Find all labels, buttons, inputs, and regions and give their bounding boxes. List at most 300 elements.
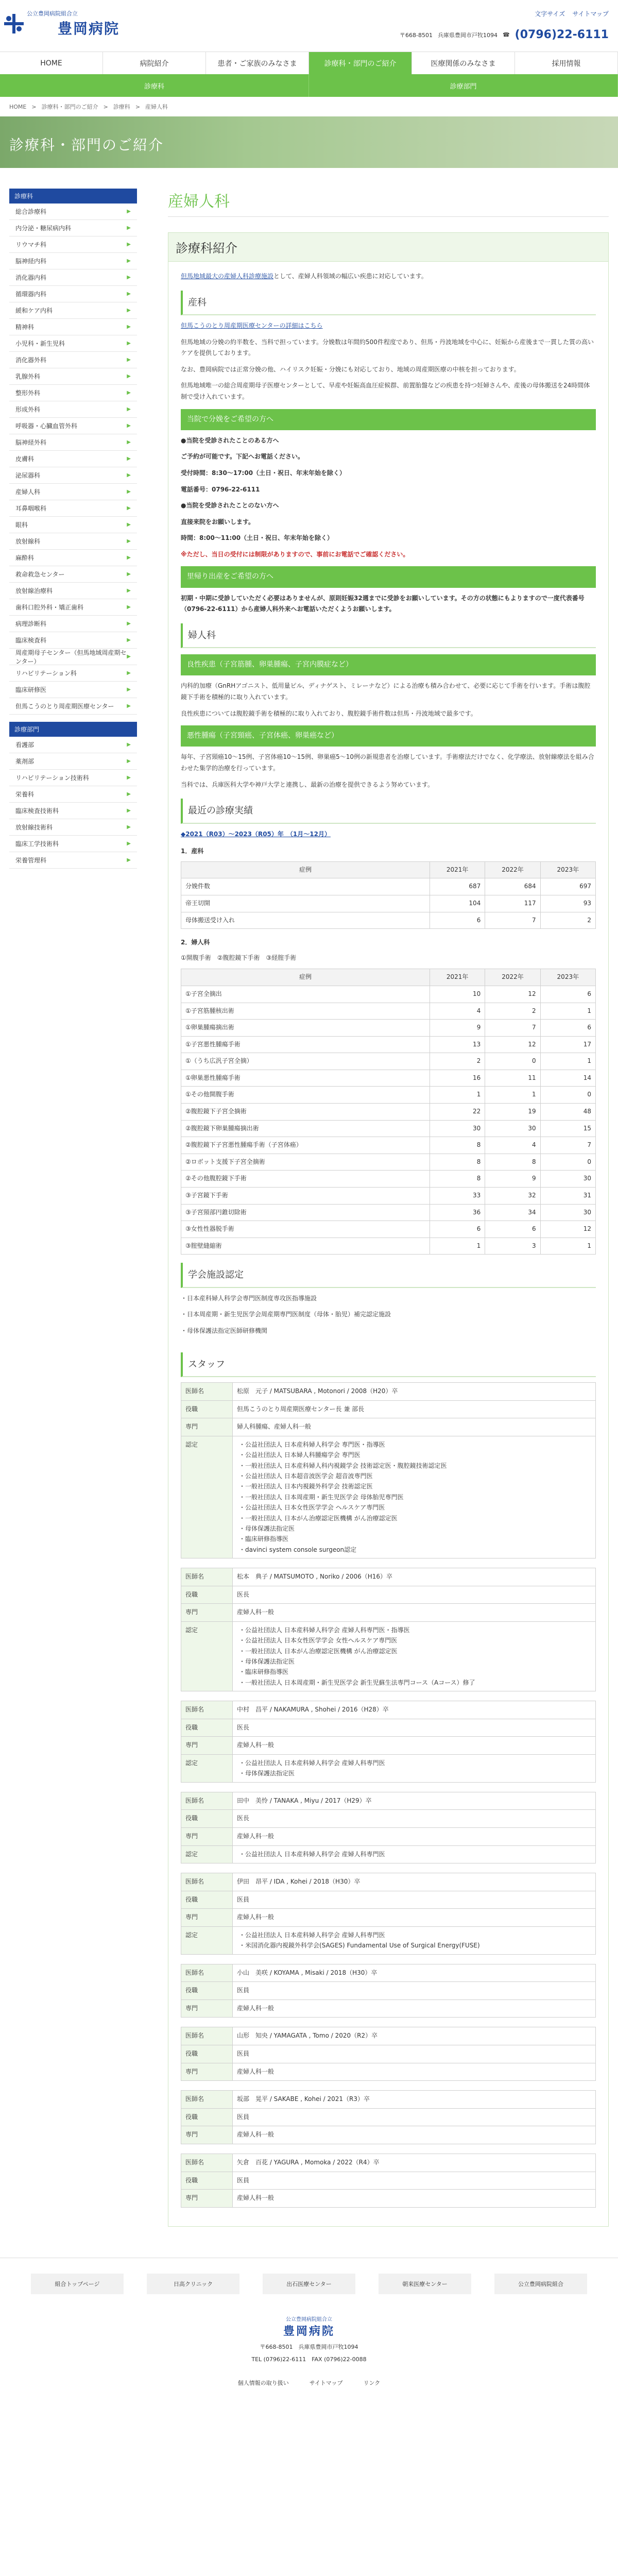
chevron-right-icon: ▶ bbox=[127, 406, 131, 412]
table-cell-value: 12 bbox=[485, 986, 540, 1003]
table-cell-label: ①卵巣腫瘍摘出術 bbox=[181, 1020, 430, 1037]
staff-name: 中村 昌平 / NAKAMURA , Shohei / 2016（H28）卒 bbox=[233, 1701, 596, 1719]
sidebar-item[interactable] bbox=[9, 599, 137, 616]
table-cell-value: 22 bbox=[430, 1104, 485, 1121]
staff-name: 矢倉 百花 / YAGURA , Momoka / 2022（R4）卒 bbox=[233, 2154, 596, 2172]
sidebar-head-clinical: 診療科 bbox=[9, 189, 137, 204]
sidebar-item[interactable] bbox=[9, 368, 137, 385]
staff-specialty: 産婦人科一般 bbox=[233, 1999, 596, 2018]
chevron-right-icon: ▶ bbox=[127, 390, 131, 396]
delivery-info-line: 時間：8:00〜11:00（土日・祝日、年末年始を除く） bbox=[181, 534, 334, 542]
chevron-right-icon: ▶ bbox=[127, 374, 131, 379]
delivery-info bbox=[181, 435, 596, 544]
sidebar-item-label: 放射線科 bbox=[15, 538, 41, 545]
table-cell-value: 17 bbox=[540, 1036, 595, 1053]
chevron-right-icon: ▶ bbox=[127, 588, 131, 594]
header-phone[interactable]: (0796)22-6111 bbox=[514, 28, 609, 41]
sidebar-item[interactable] bbox=[9, 352, 137, 368]
table-cell-value: 14 bbox=[540, 1070, 595, 1087]
sidebar-item[interactable] bbox=[9, 583, 137, 599]
table-cell-value: 3 bbox=[485, 1238, 540, 1255]
footer-link-union[interactable]: 組合トップページ bbox=[31, 2274, 124, 2294]
table-cell-label: ①その他開腹手術 bbox=[181, 1087, 430, 1104]
footer-logo-main: 豊岡病院 bbox=[283, 2324, 335, 2338]
footer-links bbox=[0, 2258, 618, 2294]
staff-field-label: 役職 bbox=[181, 1719, 233, 1737]
sidebar-item[interactable] bbox=[9, 385, 137, 401]
delivery-info-line: ご予約が可能です。下記へお電話ください。 bbox=[181, 453, 304, 461]
subnav-divisions[interactable]: 診療部門 bbox=[309, 74, 618, 97]
chevron-right-icon: ▶ bbox=[127, 341, 131, 346]
sidebar-item-label: 放射線技術科 bbox=[15, 824, 53, 831]
sub-nav bbox=[0, 74, 618, 97]
staff-list bbox=[181, 1382, 596, 2208]
table1-col-case: 症例 bbox=[181, 861, 430, 878]
sidebar-item-label: 放射線治療科 bbox=[15, 587, 53, 595]
sidebar-item[interactable] bbox=[9, 852, 137, 869]
gyne-p2: 良性疾患については腹腔鏡手術を積極的に取り入れており、腹腔鏡手術件数は但馬・丹波地域で最多です。 bbox=[181, 709, 477, 717]
sidebar-item-label: 救命救急センター bbox=[15, 571, 65, 578]
nav-about[interactable]: 病院紹介 bbox=[103, 52, 206, 74]
chevron-right-icon: ▶ bbox=[127, 489, 131, 495]
staff-card bbox=[181, 2027, 596, 2081]
staff-title: 医員 bbox=[233, 2108, 596, 2126]
intro-link[interactable]: 但馬地域最大の産婦人科診療施設 bbox=[181, 273, 274, 280]
table-cell-label: ①（うち広汎子宮全摘） bbox=[181, 1053, 430, 1070]
staff-field-label: 専門 bbox=[181, 1604, 233, 1622]
delivery-info-line: ●当院を受診されたことのない方へ bbox=[181, 502, 279, 510]
staff-field-label: 認定 bbox=[181, 1621, 233, 1691]
chevron-right-icon: ▶ bbox=[127, 522, 131, 528]
sidebar-item[interactable] bbox=[9, 786, 137, 803]
table2-col-2022: 2022年 bbox=[485, 969, 540, 986]
sidebar-item[interactable] bbox=[9, 803, 137, 819]
hero-title: 診療科・部門のご紹介 bbox=[9, 137, 164, 154]
sidebar-item[interactable] bbox=[9, 434, 137, 451]
sidebar-item[interactable] bbox=[9, 533, 137, 550]
sidebar-item[interactable] bbox=[9, 616, 137, 632]
sidebar-item-label: 消化器内科 bbox=[15, 274, 47, 281]
sidebar-item[interactable] bbox=[9, 236, 137, 253]
staff-field-label: 役職 bbox=[181, 1810, 233, 1828]
staff-title: 医長 bbox=[233, 1810, 596, 1828]
staff-field-label: 専門 bbox=[181, 1827, 233, 1845]
staff-field-label: 医師名 bbox=[181, 1382, 233, 1400]
nav-patients[interactable]: 患者・ご家族のみなさま bbox=[206, 52, 309, 74]
table-cell-value: 2 bbox=[485, 1003, 540, 1020]
staff-field-label: 役職 bbox=[181, 1400, 233, 1418]
table-cell-value: 11 bbox=[485, 1070, 540, 1087]
staff-name: 山形 知央 / YAMAGATA , Tomo / 2020（R2）卒 bbox=[233, 2027, 596, 2045]
logo-sub: 公立豊岡病院組合立 bbox=[27, 10, 78, 17]
staff-title: 医長 bbox=[233, 1586, 596, 1604]
sidebar-item-label: 栄養管理科 bbox=[15, 857, 47, 864]
table-row bbox=[181, 1104, 596, 1121]
sidebar-item[interactable] bbox=[9, 286, 137, 302]
staff-cert: ・母体保護法指定医 bbox=[239, 1658, 295, 1666]
sidebar-item-label: 看護部 bbox=[15, 741, 35, 749]
staff-field-label: 専門 bbox=[181, 2063, 233, 2081]
staff-cert: ・一般社団法人 日本産科婦人科内視鏡学会 技術認定医・腹腔鏡技術認定医 bbox=[239, 1462, 447, 1469]
sidebar-item[interactable] bbox=[9, 500, 137, 517]
table-cell-value: 10 bbox=[430, 986, 485, 1003]
sidebar-item-label: 呼吸器・心臓血管外科 bbox=[15, 422, 78, 430]
staff-cert: ・一般社団法人 日本がん治療認定医機構 がん治療認定医 bbox=[239, 1514, 398, 1522]
table1-title: 1．産科 bbox=[181, 848, 204, 855]
table-row bbox=[181, 1204, 596, 1221]
chevron-right-icon: ▶ bbox=[127, 456, 131, 462]
table-row bbox=[181, 912, 596, 929]
table-cell-label: ①子宮悪性腫瘍手術 bbox=[181, 1036, 430, 1053]
table-cell-value: 7 bbox=[485, 1020, 540, 1037]
chevron-right-icon: ▶ bbox=[127, 258, 131, 264]
table-cell-value: 1 bbox=[540, 1003, 595, 1020]
sidebar-item[interactable] bbox=[9, 649, 137, 665]
table-cell-value: 33 bbox=[430, 1188, 485, 1205]
results-period: ◆2021（R03）〜2023（R05）年 （1月〜12月） bbox=[181, 830, 331, 838]
table-cell-value: 30 bbox=[430, 1120, 485, 1137]
facility-item: ・日本周産期・新生児医学会周産期専門医制度（母体・胎児）補完認定施設 bbox=[181, 1311, 391, 1318]
delivery-bar: 当院で分娩をご希望の方へ bbox=[181, 409, 596, 430]
footer-link-izushi[interactable]: 出石医療センター bbox=[263, 2274, 355, 2294]
table-cell-value: 1 bbox=[540, 1238, 595, 1255]
sidebar-item-label: 耳鼻咽喉科 bbox=[15, 505, 47, 512]
table-row bbox=[181, 1053, 596, 1070]
table-cell-value: 19 bbox=[485, 1104, 540, 1121]
staff-cert: ・公益社団法人 日本女性医学学会 女性ヘルスケア専門医 bbox=[239, 1637, 398, 1645]
staff-field-label: 専門 bbox=[181, 1737, 233, 1755]
chevron-right-icon: ▶ bbox=[127, 808, 131, 814]
staff-card bbox=[181, 2154, 596, 2208]
chevron-right-icon: ▶ bbox=[127, 791, 131, 797]
sidebar-item-label: 緩和ケア内科 bbox=[15, 307, 53, 314]
staff-field-label: 役職 bbox=[181, 1982, 233, 2000]
staff-cert: ・公益社団法人 日本産科婦人科学会 産婦人科専門医 bbox=[239, 1759, 385, 1767]
table-cell-label: ②腹腔鏡下子宮悪性腫瘍手術（子宮体癌） bbox=[181, 1137, 430, 1154]
table-cell-value: 6 bbox=[540, 1020, 595, 1037]
table-cell-label: 母体搬送受け入れ bbox=[181, 912, 430, 929]
table-cell-value: 32 bbox=[485, 1188, 540, 1205]
table1-col-2023: 2023年 bbox=[540, 861, 595, 878]
staff-cert: ・一般社団法人 日本内視鏡外科学会 技術認定医 bbox=[239, 1483, 373, 1490]
staff-field-label: 役職 bbox=[181, 1891, 233, 1909]
staff-field-label: 医師名 bbox=[181, 1701, 233, 1719]
staff-cert: ・母体保護法指定医 bbox=[239, 1524, 295, 1532]
sidebar-item[interactable] bbox=[9, 451, 137, 467]
sidebar bbox=[9, 189, 137, 2227]
table-cell-label: ①卵巣悪性腫瘍手術 bbox=[181, 1070, 430, 1087]
staff-cert: ・一般社団法人 日本がん治療認定医機構 がん治療認定医 bbox=[239, 1647, 398, 1655]
chevron-right-icon: ▶ bbox=[127, 857, 131, 863]
nav-recruit[interactable]: 採用情報 bbox=[515, 52, 618, 74]
header-address: 兵庫県豊岡市戸牧1094 bbox=[437, 31, 497, 39]
sidebar-item-label: 臨床工学技術科 bbox=[15, 840, 59, 848]
staff-field-label: 医師名 bbox=[181, 2091, 233, 2109]
sidebar-item[interactable] bbox=[9, 517, 137, 533]
privacy-link[interactable]: 個人情報の取り扱い bbox=[237, 2379, 289, 2386]
crumb-home[interactable]: HOME bbox=[9, 103, 27, 110]
sidebar-item-label: 臨床研修医 bbox=[15, 686, 47, 693]
table-cell-value: 9 bbox=[430, 1020, 485, 1037]
sidebar-item-label: 総合診療科 bbox=[15, 208, 47, 215]
table-cell-value: 93 bbox=[540, 895, 595, 912]
sidebar-item-label: 産婦人科 bbox=[15, 488, 41, 496]
chevron-right-icon: ▶ bbox=[127, 439, 131, 445]
sidebar-item[interactable] bbox=[9, 550, 137, 566]
table-cell-label: ③子宮頸部円錐切除術 bbox=[181, 1204, 430, 1221]
sidebar-item[interactable] bbox=[9, 401, 137, 418]
table-cell-value: 1 bbox=[430, 1238, 485, 1255]
footer-logo bbox=[0, 2315, 618, 2363]
nav-medical[interactable]: 医療関係のみなさま bbox=[412, 52, 515, 74]
sidebar-item[interactable] bbox=[9, 220, 137, 236]
logo-mark-icon bbox=[4, 14, 24, 33]
staff-field-label: 医師名 bbox=[181, 1568, 233, 1586]
sidebar-item[interactable] bbox=[9, 484, 137, 500]
table-cell-label: ③腟壁縫縮術 bbox=[181, 1238, 430, 1255]
staff-cert: ・米国消化器内視鏡外科学会(SAGES) Fundamental Use of Surgical Energy(FUSE) bbox=[239, 1942, 480, 1950]
benign-bar: 良性疾患（子宮筋腫、卵巣腫瘍、子宮内膜症など） bbox=[181, 654, 596, 675]
staff-field-label: 役職 bbox=[181, 1586, 233, 1604]
sidebar-item[interactable] bbox=[9, 632, 137, 649]
sidebar-item-label: リウマチ科 bbox=[15, 241, 47, 248]
table-cell-value: 2 bbox=[430, 1053, 485, 1070]
table-cell-value: 1 bbox=[485, 1087, 540, 1104]
staff-cert: ・一般社団法人 日本周産期・新生児医学会 新生児蘇生法専門コース（Aコース）修了 bbox=[239, 1679, 475, 1686]
hero-banner bbox=[0, 116, 618, 168]
sidebar-item-label: 循環器内科 bbox=[15, 291, 47, 298]
chevron-right-icon: ▶ bbox=[127, 654, 131, 659]
table-cell-value: 684 bbox=[485, 878, 540, 895]
font-size-link[interactable]: 文字サイズ bbox=[535, 10, 565, 18]
staff-cert: ・davinci system console surgeon認定 bbox=[239, 1546, 357, 1553]
site-header bbox=[0, 0, 618, 52]
staff-field-label: 専門 bbox=[181, 1999, 233, 2018]
table-cell-value: 0 bbox=[540, 1154, 595, 1171]
table-row bbox=[181, 1120, 596, 1137]
subnav-clinical[interactable]: 診療科 bbox=[0, 74, 309, 97]
page-title: 産婦人科 bbox=[168, 189, 609, 217]
sidebar-item[interactable] bbox=[9, 269, 137, 286]
table-cell-value: 30 bbox=[540, 1171, 595, 1188]
sidebar-item[interactable] bbox=[9, 836, 137, 852]
table-row bbox=[181, 1171, 596, 1188]
hospital-logo[interactable] bbox=[4, 9, 119, 38]
sidebar-item-label: 病理診断科 bbox=[15, 620, 47, 628]
staff-specialty: 婦人科腫瘍、産婦人科一般 bbox=[233, 1418, 596, 1436]
staff-cert: ・公益社団法人 日本産科婦人科学会 産婦人科専門医 bbox=[239, 1851, 385, 1858]
table-cell-label: ①子宮全摘出 bbox=[181, 986, 430, 1003]
sidebar-item-label: 整形外科 bbox=[15, 389, 41, 397]
table-cell-value: 16 bbox=[430, 1070, 485, 1087]
sidebar-item[interactable] bbox=[9, 204, 137, 220]
sidebar-item-label: 泌尿器科 bbox=[15, 472, 41, 479]
sidebar-item[interactable] bbox=[9, 770, 137, 786]
sidebar-item[interactable] bbox=[9, 698, 137, 715]
staff-field-label: 専門 bbox=[181, 1418, 233, 1436]
table-cell-value: 30 bbox=[540, 1204, 595, 1221]
nav-departments[interactable]: 診療科・部門のご紹介 bbox=[309, 52, 412, 74]
staff-title: 医長 bbox=[233, 1719, 596, 1737]
chevron-right-icon: ▶ bbox=[127, 242, 131, 247]
table2-title: 2．婦人科 bbox=[181, 939, 210, 946]
table-row bbox=[181, 1087, 596, 1104]
staff-cert: ・母体保護法指定医 bbox=[239, 1770, 295, 1777]
table-cell-value: 36 bbox=[430, 1204, 485, 1221]
sidebar-item[interactable] bbox=[9, 737, 137, 753]
sidebar-item[interactable] bbox=[9, 665, 137, 682]
table-cell-value: 48 bbox=[540, 1104, 595, 1121]
staff-cert: ・公益社団法人 日本女性医学学会 ヘルスケア専門医 bbox=[239, 1504, 385, 1512]
staff-field-label: 専門 bbox=[181, 2126, 233, 2144]
table2-col-2023: 2023年 bbox=[540, 969, 595, 986]
table-cell-value: 1 bbox=[540, 1053, 595, 1070]
table-row bbox=[181, 1020, 596, 1037]
sidebar-item[interactable] bbox=[9, 418, 137, 434]
delivery-info-line: 電話番号：0796-22-6111 bbox=[181, 485, 260, 493]
facility-head: 学会施設認定 bbox=[181, 1263, 596, 1287]
staff-cert: ・公益社団法人 日本婦人科腫瘍学会 専門医 bbox=[239, 1451, 360, 1459]
table-cell-value: 697 bbox=[540, 878, 595, 895]
crumb-departments[interactable]: 診療科・部門のご紹介 bbox=[41, 104, 98, 110]
sidebar-item-label: リハビリテーション技術科 bbox=[15, 774, 89, 782]
footer-sitemap-link[interactable]: サイトマップ bbox=[309, 2379, 343, 2386]
sidebar-item[interactable] bbox=[9, 467, 137, 484]
table-cell-label: ②その他腹腔鏡下手術 bbox=[181, 1171, 430, 1188]
footer-link-toyooka[interactable]: 公立豊岡病院組合 bbox=[494, 2274, 587, 2294]
table-cell-value: 2 bbox=[540, 912, 595, 929]
crumb-current: 産婦人科 bbox=[145, 104, 168, 110]
chevron-right-icon: ▶ bbox=[127, 571, 131, 577]
sidebar-item-label: リハビリテーション科 bbox=[15, 670, 77, 677]
table-row bbox=[181, 1036, 596, 1053]
table2-col-case: 症例 bbox=[181, 969, 430, 986]
table-cell-value: 6 bbox=[430, 1221, 485, 1238]
staff-name: 小山 美咲 / KOYAMA , Misaki / 2018（H30）卒 bbox=[233, 1964, 596, 1982]
sidebar-item[interactable] bbox=[9, 319, 137, 335]
footer-links-link[interactable]: リンク bbox=[363, 2379, 381, 2386]
sidebar-item-label: 消化器外科 bbox=[15, 357, 47, 364]
table-row bbox=[181, 878, 596, 895]
chevron-right-icon: ▶ bbox=[127, 308, 131, 313]
footer-link-asago[interactable]: 朝来医療センター bbox=[379, 2274, 471, 2294]
staff-title: 但馬こうのとり周産期医療センター長 兼 部長 bbox=[233, 1400, 596, 1418]
sidebar-item-label: 麻酔科 bbox=[15, 554, 35, 562]
table-row bbox=[181, 1188, 596, 1205]
breadcrumb: HOME > 診療科・部門のご紹介 > 診療科 > 産婦人科 bbox=[9, 103, 168, 110]
gynecology-head: 婦人科 bbox=[181, 623, 596, 648]
table-cell-label: ①子宮筋腫核出術 bbox=[181, 1003, 430, 1020]
table-cell-value: 117 bbox=[485, 895, 540, 912]
sidebar-item-label: 但馬こうのとり周産期医療センター bbox=[15, 703, 114, 710]
facility-list bbox=[181, 1293, 596, 1337]
staff-specialty: 産婦人科一般 bbox=[233, 1737, 596, 1755]
gyne-p3: 毎年、子宮頸癌10〜15例、子宮体癌10〜15例、卵巣癌5〜10例の新規患者を治療しています。手術療法だけでなく、化学療法、放射線療法を組み合わせた集学的治療を行っています。 bbox=[181, 753, 594, 772]
sidebar-item[interactable] bbox=[9, 819, 137, 836]
table-row bbox=[181, 895, 596, 912]
sidebar-head-divisions: 診療部門 bbox=[9, 722, 137, 737]
staff-specialty: 産婦人科一般 bbox=[233, 1604, 596, 1622]
footer-tel: TEL (0796)22-6111 bbox=[251, 2355, 306, 2363]
table-row bbox=[181, 1003, 596, 1020]
footer-logo-sub: 公立豊岡病院組合立 bbox=[286, 2316, 332, 2323]
delivery-info-line: 直接来院をお願いします。 bbox=[181, 518, 255, 526]
chevron-right-icon: ▶ bbox=[127, 670, 131, 676]
chevron-right-icon: ▶ bbox=[127, 758, 131, 764]
table-cell-value: 8 bbox=[430, 1137, 485, 1154]
staff-name: 坂部 晃平 / SAKABE , Kohei / 2021（R3）卒 bbox=[233, 2091, 596, 2109]
gyne-p1: 内科的加療（GnRHアゴニスト、低用量ピル、ディナゲスト、ミレーナなど）による治療も積み合わせて、必要に応じて手術を行います。手術は腹腔鏡下手術を積極的に取り入れています。 bbox=[181, 682, 591, 701]
sidebar-item-label: 小児科・新生児科 bbox=[15, 340, 65, 347]
staff-field-label: 認定 bbox=[181, 1926, 233, 1954]
table-cell-value: 687 bbox=[430, 878, 485, 895]
table-cell-label: ②腹腔鏡下子宮全摘術 bbox=[181, 1104, 430, 1121]
homecoming-bar: 里帰り出産をご希望の方へ bbox=[181, 566, 596, 587]
staff-field-label: 医師名 bbox=[181, 1873, 233, 1891]
gynecology-table bbox=[181, 969, 596, 1255]
sidebar-item[interactable] bbox=[9, 682, 137, 698]
perinatal-center-link[interactable]: 但馬こうのとり周産期医療センターの詳細はこちら bbox=[181, 321, 323, 329]
footer-link-hidaka[interactable]: 日高クリニック bbox=[147, 2274, 239, 2294]
sidebar-item-label: 乳腺外科 bbox=[15, 373, 41, 380]
table-cell-value: 12 bbox=[540, 1221, 595, 1238]
staff-card bbox=[181, 1701, 596, 1783]
staff-field-label: 役職 bbox=[181, 2172, 233, 2190]
staff-title: 医員 bbox=[233, 2172, 596, 2190]
table-cell-value: 1 bbox=[430, 1087, 485, 1104]
staff-head: スタッフ bbox=[181, 1352, 596, 1377]
chevron-right-icon: ▶ bbox=[127, 637, 131, 643]
staff-card bbox=[181, 1568, 596, 1691]
table-cell-label: 分娩件数 bbox=[181, 878, 430, 895]
staff-cert: ・公益社団法人 日本産科婦人科学会 産婦人科専門医・指導医 bbox=[239, 1626, 410, 1634]
staff-field-label: 医師名 bbox=[181, 1792, 233, 1810]
table-cell-value: 4 bbox=[430, 1003, 485, 1020]
staff-card bbox=[181, 2090, 596, 2144]
chevron-right-icon: ▶ bbox=[127, 687, 131, 692]
nav-home[interactable]: HOME bbox=[0, 52, 103, 74]
facility-item: ・日本産科婦人科学会専門医制度専攻医指導施設 bbox=[181, 1294, 317, 1302]
intro-text: として、産婦人科領域の幅広い疾患に対応しています。 bbox=[273, 273, 427, 280]
table2-sub: ①開腹手術 ②腹腔鏡下手術 ③経腟手術 bbox=[181, 954, 297, 961]
sidebar-item[interactable] bbox=[9, 753, 137, 770]
sidebar-item[interactable] bbox=[9, 302, 137, 319]
staff-title: 医員 bbox=[233, 1982, 596, 2000]
table-cell-value: 8 bbox=[430, 1171, 485, 1188]
table-row bbox=[181, 986, 596, 1003]
facility-item: ・母体保護法指定医師研修機関 bbox=[181, 1327, 268, 1334]
staff-name: 田中 美怜 / TANAKA , Miyu / 2017（H29）卒 bbox=[233, 1792, 596, 1810]
sidebar-item[interactable] bbox=[9, 335, 137, 352]
phone-icon: ☎ bbox=[502, 31, 510, 38]
table-cell-value: 6 bbox=[540, 986, 595, 1003]
table-cell-value: 30 bbox=[485, 1120, 540, 1137]
sitemap-link[interactable]: サイトマップ bbox=[572, 10, 609, 18]
sidebar-item[interactable] bbox=[9, 253, 137, 269]
intro-head: 診療科紹介 bbox=[168, 233, 608, 262]
gyne-p4: 当科では、兵庫医科大学や神戸大学と連携し、最新の治療を提供できるよう努めています。 bbox=[181, 781, 434, 788]
table-cell-label: ③女性性器脱手術 bbox=[181, 1221, 430, 1238]
staff-field-label: 専門 bbox=[181, 1909, 233, 1927]
delivery-info-line: ●当院を受診されたことのある方へ bbox=[181, 436, 279, 444]
crumb-clinical[interactable]: 診療科 bbox=[113, 104, 130, 110]
sidebar-item[interactable] bbox=[9, 566, 137, 583]
staff-field-label: 認定 bbox=[181, 1845, 233, 1863]
staff-card bbox=[181, 1382, 596, 1558]
table2-col-2021: 2021年 bbox=[430, 969, 485, 986]
sidebar-item-label: 精神科 bbox=[15, 324, 35, 331]
table-cell-value: 7 bbox=[540, 1137, 595, 1154]
